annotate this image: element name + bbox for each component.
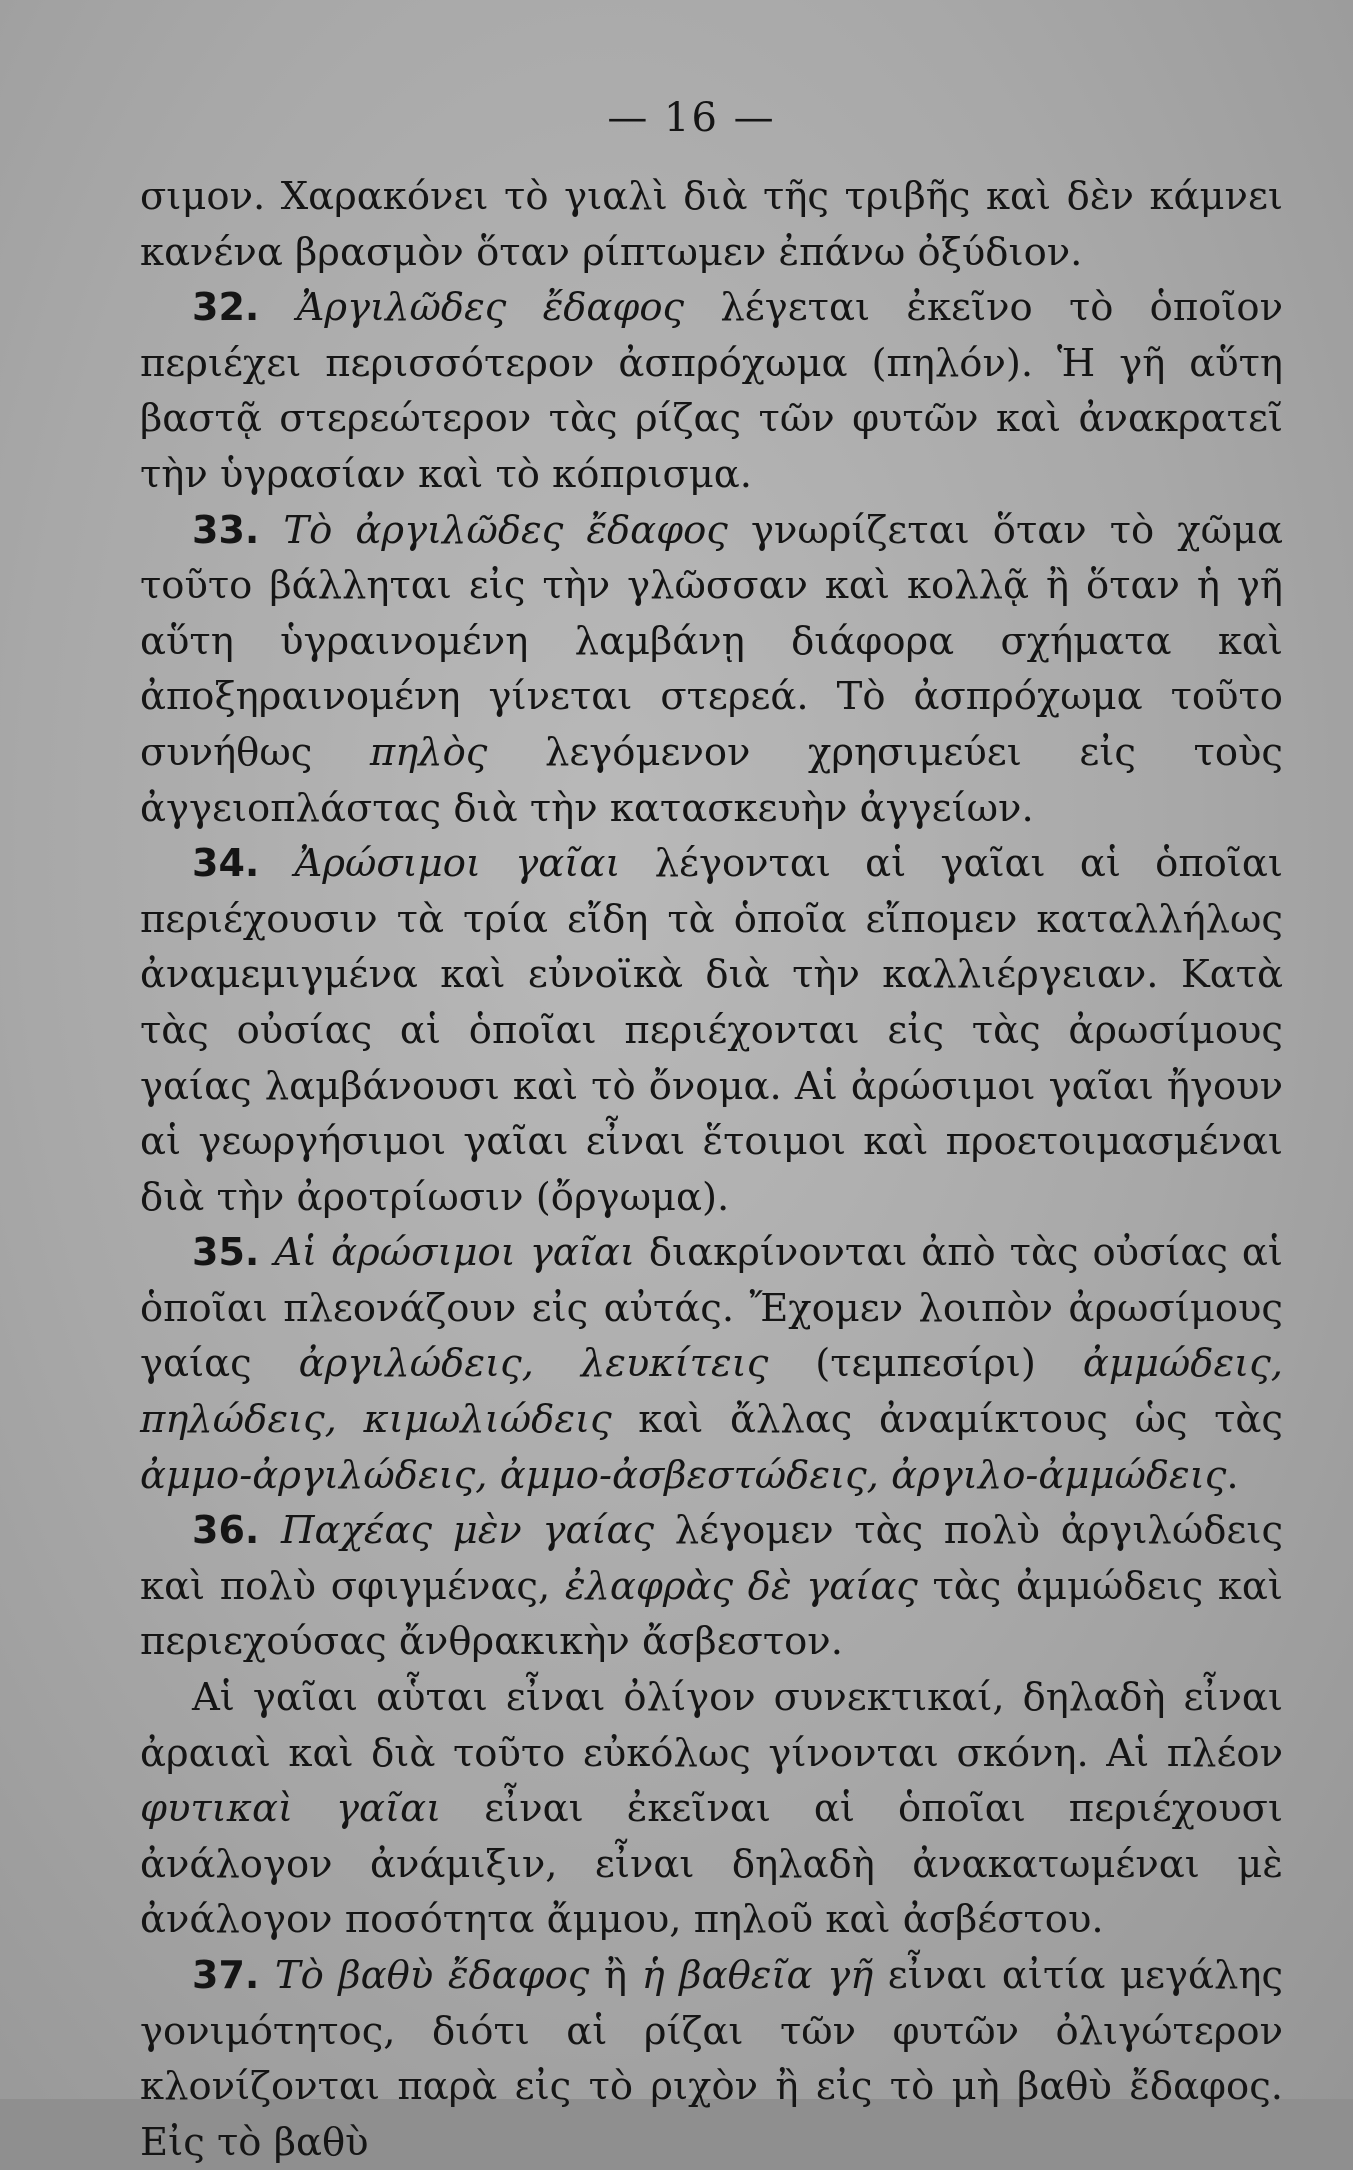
paragraph-continued [140,169,1283,280]
italic-term: Παχέας μὲν γαίας [280,1508,655,1554]
text-run: λέγονται αἱ γαῖαι αἱ ὁποῖαι περιέχουσιν τὰ τρία εἴδη τὰ ὁποῖα εἴπομεν καταλλήλως ἀναμεμιγμένα καὶ εὐνοϊκὰ διὰ τὴν καλλιέργειαν. Κατὰ τὰς οὐσίας αἱ ὁποῖαι περιέχονται εἰς τὰς ἀρωσίμους γαίας λαμβάνουσι καὶ τὸ ὄνομα. Αἱ ἀρώσιμοι γαῖαι ἤγουν αἱ γεωργήσιμοι γαῖαι εἶναι ἕτοιμοι καὶ προετοιμασμέναι διὰ τὴν ἀροτρίωσιν (ὄργωμα). [140,841,1283,1220]
italic-term: Αἱ ἀρώσιμοι γαῖαι [274,1230,635,1276]
page-number: — 16 — [607,95,776,141]
section-number: 34. [192,841,295,886]
italic-term: πηλὸς [369,729,488,775]
section-number: 37. [192,1953,275,1997]
text-run: σιμον. Χαρακόνει τὸ γιαλὶ διὰ τῆς τριβῆς καὶ δὲν κάμνει κανένα βρασμὸν ὅταν ρίπτωμεν ἐπάνω ὀξύδιον. [140,174,1283,275]
paragraph-35 [140,1225,1283,1503]
italic-term: φυτικαὶ γαῖαι [140,1786,442,1832]
italic-term: ἀμμο-ἀργιλώδεις, ἀμμο-ἀσβεστώδεις, ἀργιλο-ἀμμώδεις [140,1452,1227,1498]
section-number: 32. [192,285,297,330]
section-number: 36. [192,1508,281,1553]
paragraph-36 [140,1503,1283,1670]
text-run: λεγόμενον χρησιμεύει εἰς τοὺς ἀγγειοπλάστας διὰ τὴν κατασκευὴν ἀγγείων. [140,729,1283,831]
italic-term: Τὸ ἀργιλῶδες ἔδαφος [283,507,728,553]
text-run: (τεμπεσίρι) [768,1341,1083,1387]
italic-term: ἐλαφρὰς δὲ γαίας [564,1563,918,1609]
text-run: ἢ [589,1953,642,1998]
text-run: τὰς ἀμμώδεις καὶ περιεχούσας ἄνθρακικὴν ἄσβεστον. [140,1563,1283,1665]
paragraph-36-continued [140,1670,1283,1948]
section-number: 33. [192,507,284,552]
paragraph-33 [140,503,1283,837]
section-number: 35. [192,1230,275,1275]
paragraph-34 [140,836,1283,1225]
paragraph-37 [140,1948,1283,2170]
text-run: λέγομεν τὰς πολὺ ἀργιλώδεις καὶ πολὺ σφιγμένας, [140,1508,1284,1609]
text-run: διακρίνονται ἀπὸ τὰς οὐσίας αἱ ὁποῖαι πλεονάζουν εἰς αὐτάς. Ἔχομεν λοιπὸν ἀρωσίμους γαίας [140,1230,1284,1387]
italic-term: Τὸ βαθὺ ἔδαφος [274,1953,590,1998]
italic-term: Ἀρώσιμοι γαῖαι [294,841,621,887]
text-run: καὶ ἄλλας ἀναμίκτους ὡς τὰς [611,1397,1283,1443]
italic-term: ἀμμώδεις, πηλώδεις, κιμωλιώδεις [140,1341,1283,1443]
text-run: γνωρίζεται ὅταν τὸ χῶμα τοῦτο βάλληται εἰς τὴν γλῶσσαν καὶ κολλᾷ ἢ ὅταν ἡ γῆ αὕτη ὑγραινομένη λαμβάνῃ διάφορα σχήματα καὶ ἀποξηραινομένη γίνεται στερεά. Τὸ ἀσπρόχωμα τοῦτο συνήθως [140,507,1284,775]
text-run: λέγεται ἐκεῖνο τὸ ὁποῖον περιέχει περισσότερον ἀσπρόχωμα (πηλόν). Ἡ γῆ αὕτη βαστᾷ στερεώτερον τὰς ρίζας τῶν φυτῶν καὶ ἀνακρατεῖ τὴν ὑγρασίαν καὶ τὸ κόπρισμα. [140,285,1284,497]
paragraph-32 [140,280,1283,502]
text-run: εἶναι αἰτία μεγάλης γονιμότητος, διότι αἱ ρίζαι τῶν φυτῶν ὀλιγώτερον κλονίζονται παρὰ εἰς τὸ ριχὸν ἢ εἰς τὸ μὴ βαθὺ ἔδαφος. Εἰς τὸ βαθὺ [140,1953,1284,2165]
italic-term: ἡ βαθεῖα γῆ [641,1953,874,1998]
italic-term: Ἀργιλῶδες ἔδαφος [296,285,685,331]
text-run: . [1226,1452,1239,1498]
text-run: εἶναι ἐκεῖναι αἱ ὁποῖαι περιέχουσι ἀνάλογον ἀνάμιξιν, εἶναι δηλαδὴ ἀνακατωμέναι μὲ ἀνάλογον ποσότητα ἄμμου, πηλοῦ καὶ ἀσβέστου. [140,1786,1283,1943]
text-run: Αἱ γαῖαι αὗται εἶναι ὀλίγον συνεκτικαί, δηλαδὴ εἶναι ἀραιαὶ καὶ διὰ τοῦτο εὐκόλως γίνονται σκόνη. Αἱ πλέον [140,1675,1283,1776]
italic-term: ἀργιλώδεις, λευκίτεις [298,1341,769,1387]
body-text [140,169,1283,2170]
